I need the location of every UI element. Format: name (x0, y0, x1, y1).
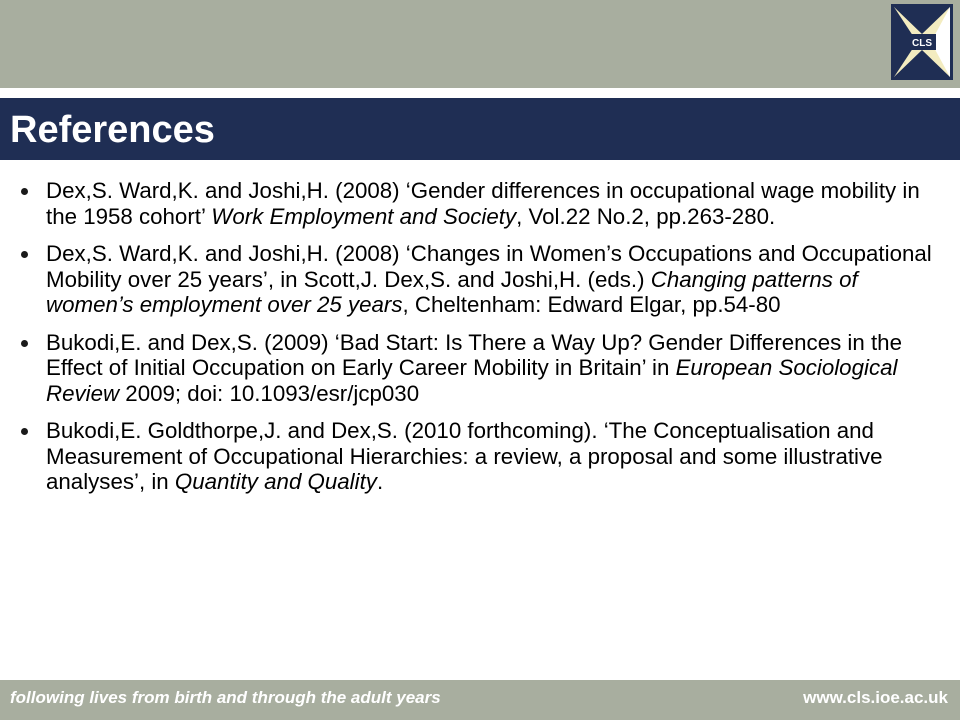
bullet-icon (21, 188, 28, 195)
reference-journal: Work Employment and Society (211, 203, 517, 229)
bullet-icon (21, 428, 28, 435)
header-band (0, 0, 960, 88)
reference-details: 2009; doi: 10.1093/esr/jcp030 (119, 380, 420, 406)
reference-book: Changing patterns of women’s employment over 25 years (46, 266, 858, 317)
reference-list (0, 178, 960, 507)
footer-website: www.cls.ioe.ac.uk (803, 688, 948, 707)
reference-item (0, 330, 960, 407)
reference-item (0, 418, 960, 495)
reference-item (0, 178, 960, 229)
slide-title: References (10, 109, 215, 151)
reference-details: , Cheltenham: Edward Elgar, pp.54-80 (402, 292, 781, 317)
reference-details: . (376, 469, 384, 494)
reference-text: Bukodi,E. and Dex,S. (2009) ‘Bad Start: Is There a Way Up? Gender Differences in the Effect of Initial Occupation on Early Career Mobility in Britain’ in (46, 329, 902, 380)
reference-journal: European Sociological Review (46, 355, 898, 406)
reference-text: Bukodi,E. Goldthorpe,J. and Dex,S. (2010 forthcoming). ‘The Conceptualisation and Measurement of Occupational Hierarchies: a review, a proposal and some illustrative analyses’, in (46, 418, 883, 494)
reference-text: Dex,S. Ward,K. and Joshi,H. (2008) ‘Changes in Women’s Occupations and Occupational Mobility over 25 years’, in Scott,J. Dex,S. and Joshi,H. (eds.) (46, 241, 932, 292)
bullet-icon (21, 340, 28, 347)
reference-details: , Vol.22 No.2, pp.263-280. (516, 203, 776, 229)
reference-item (0, 241, 960, 318)
reference-journal: Quantity and Quality (174, 469, 377, 494)
footer-tagline: following lives from birth and through the adult years (10, 688, 441, 707)
reference-text: Dex,S. Ward,K. and Joshi,H. (2008) ‘Gender differences in occupational wage mobility in the 1958 cohort’ (46, 178, 920, 229)
logo-text: CLS (912, 38, 932, 49)
cls-logo (891, 4, 953, 80)
cls-logo-icon (891, 4, 953, 80)
bullet-icon (21, 251, 28, 258)
